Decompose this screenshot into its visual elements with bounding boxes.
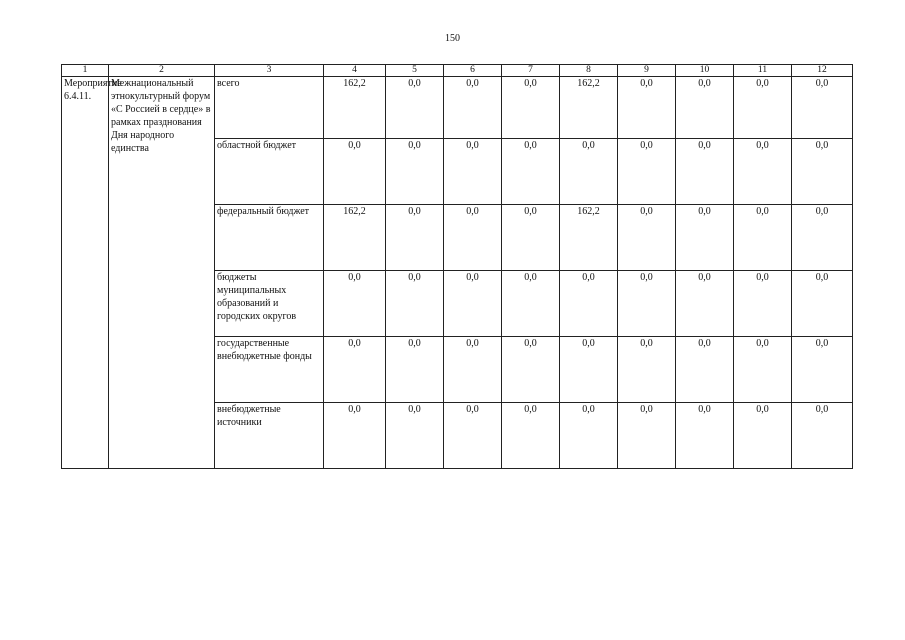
value-cell: 0,0 bbox=[386, 337, 444, 403]
value-cell: 0,0 bbox=[618, 205, 676, 271]
value-cell: 0,0 bbox=[324, 403, 386, 469]
value-cell: 0,0 bbox=[502, 271, 560, 337]
header-cell: 12 bbox=[792, 65, 853, 77]
header-cell: 11 bbox=[734, 65, 792, 77]
value-cell: 0,0 bbox=[734, 337, 792, 403]
header-cell: 2 bbox=[109, 65, 215, 77]
header-cell: 8 bbox=[560, 65, 618, 77]
value-cell: 0,0 bbox=[386, 77, 444, 139]
header-cell: 10 bbox=[676, 65, 734, 77]
header-cell: 6 bbox=[444, 65, 502, 77]
value-cell: 0,0 bbox=[386, 139, 444, 205]
header-cell: 4 bbox=[324, 65, 386, 77]
value-cell: 0,0 bbox=[618, 139, 676, 205]
header-cell: 7 bbox=[502, 65, 560, 77]
value-cell: 0,0 bbox=[734, 77, 792, 139]
table-row bbox=[62, 77, 853, 139]
header-cell: 1 bbox=[62, 65, 109, 77]
value-cell: 162,2 bbox=[560, 77, 618, 139]
value-cell: 0,0 bbox=[324, 139, 386, 205]
value-cell: 0,0 bbox=[444, 77, 502, 139]
value-cell: 0,0 bbox=[734, 205, 792, 271]
value-cell: 0,0 bbox=[618, 337, 676, 403]
value-cell: 0,0 bbox=[676, 77, 734, 139]
value-cell: 162,2 bbox=[324, 77, 386, 139]
value-cell: 0,0 bbox=[676, 205, 734, 271]
value-cell: 0,0 bbox=[676, 403, 734, 469]
value-cell: 0,0 bbox=[792, 205, 853, 271]
value-cell: 0,0 bbox=[792, 403, 853, 469]
header-row bbox=[62, 65, 853, 77]
value-cell: 0,0 bbox=[618, 271, 676, 337]
value-cell: 0,0 bbox=[734, 271, 792, 337]
value-cell: 162,2 bbox=[560, 205, 618, 271]
value-cell: 0,0 bbox=[560, 403, 618, 469]
value-cell: 0,0 bbox=[792, 337, 853, 403]
value-cell: 0,0 bbox=[444, 139, 502, 205]
funding-source: бюджеты муниципальных образований и городских округов bbox=[215, 271, 324, 337]
funding-source: федеральный бюджет bbox=[215, 205, 324, 271]
value-cell: 0,0 bbox=[560, 139, 618, 205]
page-number: 150 bbox=[445, 33, 460, 44]
value-cell: 0,0 bbox=[386, 403, 444, 469]
value-cell: 0,0 bbox=[502, 205, 560, 271]
funding-source: областной бюджет bbox=[215, 139, 324, 205]
funding-source: государственные внебюджетные фонды bbox=[215, 337, 324, 403]
value-cell: 0,0 bbox=[502, 139, 560, 205]
funding-source: всего bbox=[215, 77, 324, 139]
measure-id: Мероприятие 6.4.11. bbox=[62, 77, 109, 469]
value-cell: 0,0 bbox=[618, 403, 676, 469]
value-cell: 0,0 bbox=[734, 139, 792, 205]
value-cell: 0,0 bbox=[386, 205, 444, 271]
value-cell: 0,0 bbox=[792, 271, 853, 337]
funding-source: внебюджетные источники bbox=[215, 403, 324, 469]
value-cell: 0,0 bbox=[444, 337, 502, 403]
value-cell: 0,0 bbox=[734, 403, 792, 469]
value-cell: 0,0 bbox=[792, 77, 853, 139]
value-cell: 0,0 bbox=[444, 403, 502, 469]
value-cell: 0,0 bbox=[502, 337, 560, 403]
value-cell: 0,0 bbox=[676, 139, 734, 205]
value-cell: 0,0 bbox=[792, 139, 853, 205]
value-cell: 0,0 bbox=[502, 403, 560, 469]
value-cell: 0,0 bbox=[676, 271, 734, 337]
value-cell: 0,0 bbox=[444, 271, 502, 337]
value-cell: 0,0 bbox=[502, 77, 560, 139]
value-cell: 0,0 bbox=[444, 205, 502, 271]
value-cell: 0,0 bbox=[560, 271, 618, 337]
value-cell: 0,0 bbox=[324, 337, 386, 403]
measure-name: Межнациональный этнокультурный форум «С Россией в сердце» в рамках празднования Дня народного единства bbox=[109, 77, 215, 469]
value-cell: 0,0 bbox=[386, 271, 444, 337]
value-cell: 0,0 bbox=[618, 77, 676, 139]
header-cell: 3 bbox=[215, 65, 324, 77]
header-cell: 5 bbox=[386, 65, 444, 77]
value-cell: 0,0 bbox=[676, 337, 734, 403]
value-cell: 162,2 bbox=[324, 205, 386, 271]
value-cell: 0,0 bbox=[324, 271, 386, 337]
value-cell: 0,0 bbox=[560, 337, 618, 403]
funding-table bbox=[61, 64, 853, 469]
header-cell: 9 bbox=[618, 65, 676, 77]
